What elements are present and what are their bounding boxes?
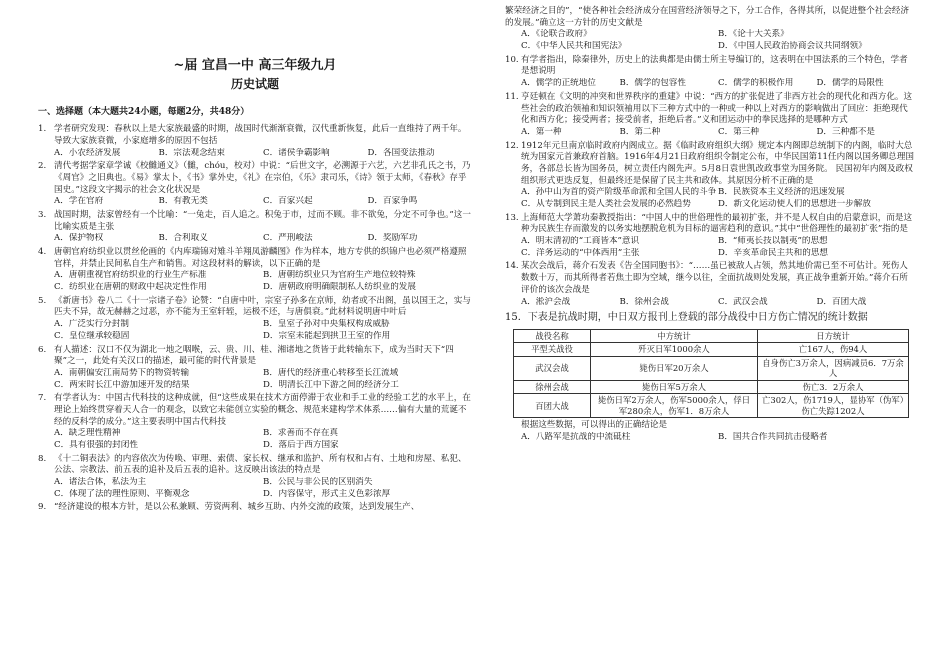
- answer-option[interactable]: B．《论十大关系》: [718, 29, 789, 40]
- question-text: 有人描述：汉口不仅为湖北一地之咽喉，云、贵、川、桂、湘诸地之货皆于此转输东下，成为当时天下“四聚”之一，此处有关汉口的描述，最可能的时代背景是: [54, 344, 454, 367]
- question-text: 战国时期，法家曾经有一个比喻：“一兔走，百人追之。积兔于市，过而不顾。非不欲兔，分定不可争也。”这一比喻实质是主张: [54, 209, 471, 232]
- left-question-list: [38, 124, 472, 514]
- answer-option[interactable]: C．皇位继承较稳固: [54, 330, 130, 341]
- question-number: 5.: [38, 295, 47, 306]
- question-stem: [505, 261, 915, 296]
- question: [38, 502, 472, 514]
- question: [38, 345, 472, 392]
- answer-option[interactable]: C．体现了法的理性原则、平衡观念: [54, 488, 190, 499]
- answer-option[interactable]: B．宗法观念结束: [158, 147, 225, 158]
- answer-option[interactable]: A．孙中山为首的资产阶级革命派和全国人民的斗争: [521, 187, 717, 198]
- question: [38, 247, 472, 294]
- question-stem: [505, 213, 915, 236]
- question-number: 2.: [38, 161, 47, 172]
- answer-options: [38, 319, 472, 342]
- answer-option[interactable]: C．第三种: [718, 126, 759, 137]
- answer-option[interactable]: B．唐代的经济重心转移至长江流域: [263, 367, 399, 378]
- question: [505, 6, 915, 53]
- answer-option[interactable]: D．唐朝政府明确限制私人纺织业的发展: [263, 282, 416, 293]
- question: [38, 161, 472, 208]
- table-row: [514, 356, 909, 380]
- answer-option[interactable]: A．广泛实行分封制: [54, 319, 129, 330]
- table-row: [514, 343, 909, 357]
- answer-option[interactable]: D．儒学的局限性: [816, 78, 884, 89]
- answer-option[interactable]: D．落后于西方国家: [263, 440, 339, 451]
- answer-option[interactable]: A．八路军是抗战的中流砥柱: [521, 431, 631, 442]
- question-number: 7.: [38, 393, 47, 404]
- question-text: 《十二铜表法》的内容依次为传唤、审理、索债、家长权、继承和监护、所有权和占有、土地和房屋、私犯、公法、宗教法、前五表的追补及后五表的追补。这反映出该法的特点是: [54, 453, 467, 476]
- answer-option[interactable]: C．武汉会战: [718, 296, 768, 307]
- question-text: 学者研究发现：春秋以上是大家族最盛的时期，战国时代渐渐衰微，汉代重新恢复，此后一直维持了两千年。导致大家族衰微，小家庭增多的原因不包括: [54, 124, 467, 146]
- table-cell: 伤亡3．2万余人: [758, 380, 909, 394]
- question-stem: [38, 502, 472, 514]
- answer-option[interactable]: A．明末清初的“工商皆本”意识: [521, 236, 640, 247]
- question-number: 11.: [505, 91, 519, 102]
- question-number: 3.: [38, 209, 47, 220]
- question: [505, 55, 915, 90]
- answer-option[interactable]: A．缺乏理性精神: [54, 428, 121, 439]
- answer-option[interactable]: B．合利取义: [158, 233, 208, 244]
- question-15-options: [505, 432, 915, 444]
- question-stem: [505, 55, 915, 78]
- question-number: 4.: [38, 247, 47, 258]
- question: [38, 454, 472, 501]
- question-number: 12.: [505, 140, 519, 151]
- answer-option[interactable]: B．民族资本主义经济的迅速发展: [718, 187, 845, 198]
- table-cell: 亡167人，伤94人: [758, 343, 909, 357]
- question-stem: [38, 210, 472, 233]
- question: [505, 213, 915, 260]
- answer-option[interactable]: A．儒学的正统地位: [521, 78, 596, 89]
- answer-option[interactable]: B．“师夷长技以制夷”的思想: [718, 236, 828, 247]
- answer-option[interactable]: C．洋务运动的“中体西用”主张: [521, 247, 640, 258]
- section-heading: 一、选择题（本大题共24小题，每题2分，共48分）: [38, 106, 250, 117]
- answer-option[interactable]: A．学在官府: [54, 196, 104, 207]
- answer-option[interactable]: D．三种都不是: [816, 126, 875, 137]
- answer-option[interactable]: D．内容保守，形式主义色彩浓厚: [263, 488, 391, 499]
- question-text: 上海师范大学萧功秦教授指出：“中国人中的世俗理性的最初扩张，并不是人权自由的启蒙意识，而是这种为民族生存而激发的以务实地摆脱危机为目标的逼害趋利的意识。”其中“世俗理性的最初扩张”指的是: [521, 212, 913, 235]
- question: [38, 124, 472, 159]
- answer-option[interactable]: C．《中华人民共和国宪法》: [521, 41, 627, 52]
- question-text: 某次会战后，蒋介石发表《告全国同胞书》：“……虽已被敌人占领，然其地价需已至不可估计。死伤人数数十万，而其所得者若焦土即为空域，继今以往，全面抗战则处发展，真正战争重新开始。”蒋介石所评价的该次会战是: [521, 261, 908, 295]
- answer-option[interactable]: C．纺织业在唐朝的财政中起决定性作用: [54, 282, 207, 293]
- answer-option[interactable]: B．儒学的包容性: [619, 78, 686, 89]
- answer-option[interactable]: B．皇室子孙对中央集权构成威胁: [263, 319, 390, 330]
- question-stem: [38, 296, 472, 319]
- answer-option[interactable]: D．宗室未能起到拱卫王室的作用: [263, 330, 391, 341]
- question-text: 有学者指出，除秦律外，历史上的法典都是由儒士所主导编订的，这表明在中国法系的三个特色，学者是想说明: [521, 54, 908, 77]
- answer-options: [38, 270, 472, 293]
- question-text: 唐朝官府纺织业以贯丝伦画的《内库瑞锦对雉斗羊翔凤游麟图》作为样本，地方专供的织锦户也必须严格遵照官样，并禁止民间私自生产和销售。对这段材料的解读，以下正确的是: [54, 247, 467, 269]
- table-row: [514, 380, 909, 394]
- answer-options: [38, 196, 472, 208]
- exam-subtitle: 历史试题: [230, 76, 279, 91]
- table-header: 中方统计: [591, 329, 758, 343]
- answer-option[interactable]: B．徐州会战: [619, 296, 669, 307]
- table-cell: 毙伤日军5万余人: [591, 380, 758, 394]
- question-text: 繁荣经济之目的”，“使各种社会经济成分在国营经济领导之下，分工合作，各得其所，以促进整个社会经济的发展。”确立这一方针的历史文献是: [505, 6, 910, 28]
- answer-options: [38, 148, 472, 160]
- answer-option[interactable]: B．公民与非公民的区别消失: [263, 477, 373, 488]
- answer-options: [38, 368, 472, 391]
- answer-option[interactable]: D．《中国人民政治协商会议共同纲领》: [718, 41, 867, 52]
- answer-option[interactable]: B．国共合作共同抗击侵略者: [718, 431, 828, 442]
- answer-option[interactable]: B．求善而不存在真: [263, 428, 339, 439]
- answer-options: [505, 78, 915, 90]
- answer-option[interactable]: A．《论联合政府》: [521, 29, 592, 40]
- answer-option[interactable]: A．唐朝重视官府纺织业的行业生产标准: [54, 270, 207, 281]
- answer-option[interactable]: C．百家兴起: [263, 196, 313, 207]
- answer-option[interactable]: A．第一种: [521, 126, 562, 137]
- question-stem: [38, 247, 472, 270]
- answer-options: [505, 297, 915, 309]
- answer-option[interactable]: D．百家争鸣: [367, 196, 418, 207]
- table-header: 战役名称: [514, 329, 591, 343]
- left-column: [38, 0, 472, 516]
- question-stem: [505, 92, 915, 127]
- question: [38, 393, 472, 451]
- table-cell: 平型关战役: [514, 343, 591, 357]
- question-stem: [505, 6, 915, 29]
- table-cell: 自身伤亡3万余人，因病减员6．7万余人: [758, 356, 909, 380]
- question-number: 10.: [505, 54, 519, 65]
- answer-option[interactable]: D．新文化运动使人们的思想进一步解放: [718, 199, 871, 209]
- right-column: [505, 0, 915, 446]
- table-header-row: [514, 329, 909, 343]
- question-number: 1.: [38, 124, 47, 135]
- answer-options: [505, 187, 915, 210]
- casualty-table: [513, 329, 909, 419]
- answer-option[interactable]: D．百团大战: [816, 296, 867, 307]
- answer-option[interactable]: C．严刑峻法: [263, 233, 313, 244]
- question: [505, 92, 915, 139]
- table-cell: 百团大战: [514, 394, 591, 418]
- answer-option[interactable]: C．儒学的积极作用: [718, 78, 794, 89]
- exam-title: ~届 宜昌一中 高三年级九月: [173, 58, 337, 73]
- answer-options: [38, 428, 472, 451]
- question-stem: [38, 124, 472, 147]
- table-cell: 歼灭日军1000余人: [591, 343, 758, 357]
- question: [505, 141, 915, 211]
- question: [38, 296, 472, 343]
- table-cell: 亡302人，伤1719人，显协军（伪军）伤亡失踪1202人: [758, 394, 909, 418]
- answer-option[interactable]: A．诸法合体，私法为主: [54, 477, 147, 488]
- answer-option[interactable]: B．第二种: [619, 126, 661, 137]
- question-text: 有学者认为：中国古代科技的这种成就，但“这些成果在技术方面停滞于农业和手工业的经验工艺的水平上，在理论上始终贯穿着天人合一的观念，以致它未能创立实验的概念、规范来建构学术体系……偏有大量的荒诞不经的反科学的成分。”这主要表明中国古代科技: [54, 393, 471, 427]
- table-cell: 徐州会战: [514, 380, 591, 394]
- question-15-after: 根据这些数据，可以得出的正确结论是: [521, 420, 668, 431]
- answer-options: [505, 236, 915, 259]
- answer-option[interactable]: A．淞沪会战: [521, 296, 571, 307]
- answer-option[interactable]: D．奖励军功: [367, 233, 418, 244]
- question: [505, 261, 915, 308]
- question-15-stem: 15．下表是抗战时期，中日双方报刊上登载的部分战役中日方伤亡情况的统计数据: [505, 312, 868, 324]
- table-cell: 毙伤日军2万余人，伤军5000余人，俘日军280余人，伤军1．8万余人: [591, 394, 758, 418]
- table-header: 日方统计: [758, 329, 909, 343]
- question-number: 13.: [505, 212, 519, 223]
- question-text: 亨廷顿在《文明的冲突和世界秩序的重建》中说：“西方的扩张促进了非西方社会的现代化和西方化。这些社会的政治领袖和知识领袖用以下三种方式中的一种或一种以上对西方的影响做出了回应：拒绝现代化和西方化；接受两者；接受前者，拒绝后者。”义和团运动中的拳民选择的是哪种方式: [521, 91, 913, 126]
- right-question-list: [505, 6, 915, 308]
- answer-options: [505, 127, 915, 139]
- question-text: “经济建设的根本方针，是以公私兼顾、劳资两利、城乡互助、内外交流的政策，达到发展生产、: [54, 502, 420, 513]
- question-stem: [38, 161, 472, 196]
- answer-options: [38, 233, 472, 245]
- question-text: 清代考据学家章学诚《校雠通义》（雠，chóu，校对）中说：“后世文字，必溯源于六艺，六艺非孔氏之书，乃《周官》之旧典也。《易》掌太卜，《书》掌外史，《礼》在宗伯，《乐》隶司乐，《诗》领于太师，《春秋》存乎国史。”这段文字揭示的社会文化状况是: [54, 161, 471, 195]
- answer-option[interactable]: C．从专制到民主是人类社会发展的必然趋势: [521, 199, 691, 209]
- answer-option[interactable]: C．具有很强的封闭性: [54, 440, 138, 451]
- question-stem: [38, 454, 472, 477]
- table-cell: 武汉会战: [514, 356, 591, 380]
- answer-option[interactable]: B．唐朝纺织业只为官府生产地位较特殊: [263, 270, 416, 281]
- answer-option[interactable]: B．有教无类: [158, 196, 208, 207]
- question-number: 9.: [38, 502, 47, 513]
- answer-options: [38, 477, 472, 500]
- table-cell: 毙伤日军20万余人: [591, 356, 758, 380]
- question-15-prompt: [505, 420, 915, 443]
- question-stem: [38, 345, 472, 368]
- answer-options: [505, 29, 915, 52]
- question-number: 8.: [38, 453, 47, 464]
- question-stem: [38, 393, 472, 428]
- answer-option[interactable]: D．明清长江中下游之间的经济分工: [263, 379, 399, 390]
- answer-option[interactable]: C．诸侯争霸影响: [263, 147, 330, 158]
- question-number: 14.: [505, 261, 519, 272]
- question: [38, 210, 472, 245]
- table-row: [514, 394, 909, 418]
- answer-option[interactable]: D．各国变法推动: [367, 147, 435, 158]
- answer-option[interactable]: A．南朝偏安江南局势下的物资转输: [54, 367, 190, 378]
- question-text: 《新唐书》卷八二《十一宗诸子卷》论赞：“自唐中叶，宗室子孙多在京师，幼者或不出阁，虽以国王之，实与匹夫不异，故无赫赫之过恶，亦不能为王室轩轾，运极不还，与唐俱衰。”此材料说明唐中叶后: [54, 295, 471, 318]
- question-text: 1912年元旦南京临时政府内阁成立。据《临时政府组织大纲》规定本内阁即总统制下的内阁，临时大总统为国家元首兼政府首脑。1916年4月21日政府组织令制定公布，中华民国第11任内阁以国务卿总理国务，各部总长皆为国务员，树立责任内阁先声。5月8日袁世凯改政事堂为国务院。 民国初年内阁及政权组织形式更迭反复，但最终还是保留了民主共和政体。其原因分析不正确的是: [521, 140, 914, 186]
- question-number: 6.: [38, 344, 47, 355]
- answer-option[interactable]: C．两宋时长江中游加速开发的结果: [54, 379, 190, 390]
- answer-option[interactable]: A．保护物权: [54, 233, 104, 244]
- answer-option[interactable]: A．小农经济发展: [54, 147, 121, 158]
- question-stem: [505, 141, 915, 188]
- answer-option[interactable]: D．辛亥革命民主共和的思想: [718, 247, 829, 258]
